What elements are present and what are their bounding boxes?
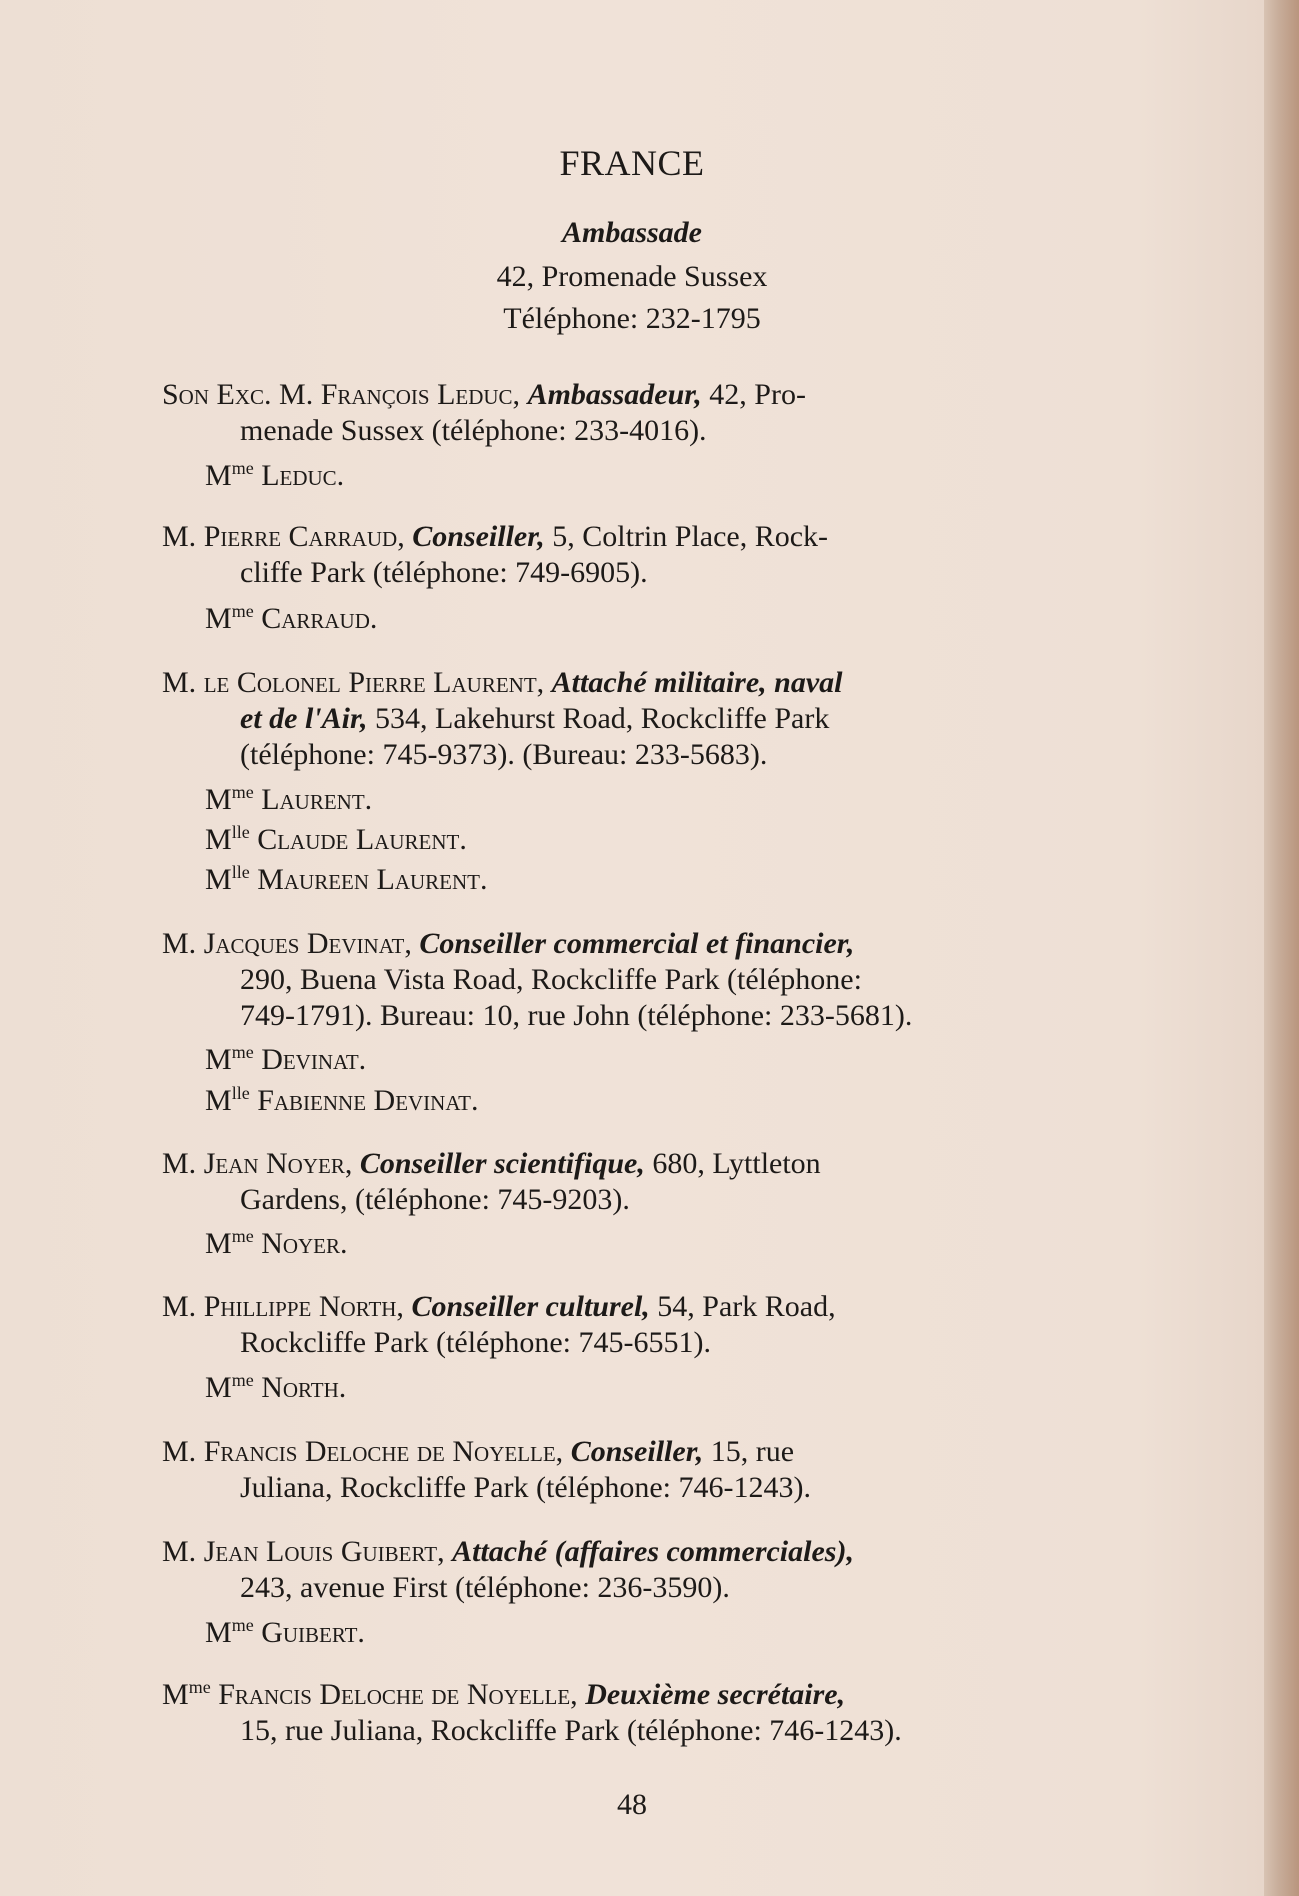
page-number: 48 [617,1788,647,1821]
directory-entry: Son Exc. M. François Leduc, Ambassadeur, 42, Pro- menade Sussex (téléphone: 233-4016). [162,378,806,447]
directory-entry: M. Jean Noyer, Conseiller scientifique, 680, Lyttleton Gardens, (téléphone: 745-9203). [162,1147,821,1216]
directory-entry: M. Jean Louis Guibert, Attaché (affaires commerciales), 243, avenue First (téléphone: 236-3590). [162,1535,854,1604]
spouse-line: $M^{lle}$ Claude Laurent. [205,822,467,856]
directory-entry: $M^{me}$ Francis Deloche de Noyelle, Deuxième secrétaire, 15, rue Juliana, Rockcliffe Park (téléphone: 746-1243). [162,1677,902,1747]
spouse-line: $M^{lle}$ Maureen Laurent. [205,862,488,896]
embassy-telephone: Téléphone: 232-1795 [503,302,761,335]
directory-entry: M. Francis Deloche de Noyelle, Conseiller, 15, rue Juliana, Rockcliffe Park (téléphone: 746-1243). [162,1435,811,1504]
embassy-address: 42, Promenade Sussex [496,260,768,293]
spouse-line: $M^{me}$ Laurent. [205,782,373,816]
spouse-line: $M^{me}$ Noyer. [205,1226,348,1260]
spouse-line: $M^{lle}$ Fabienne Devinat. [205,1083,479,1117]
spouse-line: $M^{me}$ Carraud. [205,601,378,635]
book-spine-shadow [1264,0,1299,1896]
spouse-line: $M^{me}$ Leduc. [205,458,345,492]
section-heading: Ambassade [561,216,702,249]
country-heading: FRANCE [559,143,705,183]
spouse-line: $M^{me}$ Guibert. [205,1615,365,1649]
directory-entry: M. Pierre Carraud, Conseiller, 5, Coltrin Place, Rock- cliffe Park (téléphone: 749-6905). [162,520,829,589]
spouse-line: $M^{me}$ Devinat. [205,1042,367,1076]
spouse-line: $M^{me}$ North. [205,1370,347,1404]
directory-entry: M. Jacques Devinat, Conseiller commercial et financier, 290, Buena Vista Road, Rockcliffe Park (téléphone: 749-1791). Bureau: 10, rue John (téléphone: 233-5681). [162,927,913,1032]
directory-entry: M. Phillippe North, Conseiller culturel, 54, Park Road, Rockcliffe Park (téléphone: 745-6551). [162,1290,836,1359]
directory-entry: M. le Colonel Pierre Laurent, Attaché militaire, naval et de l'Air, 534, Lakehurst Road, Rockcliffe Park (téléphone: 745-9373). (Bureau: 233-5683). [162,666,843,771]
